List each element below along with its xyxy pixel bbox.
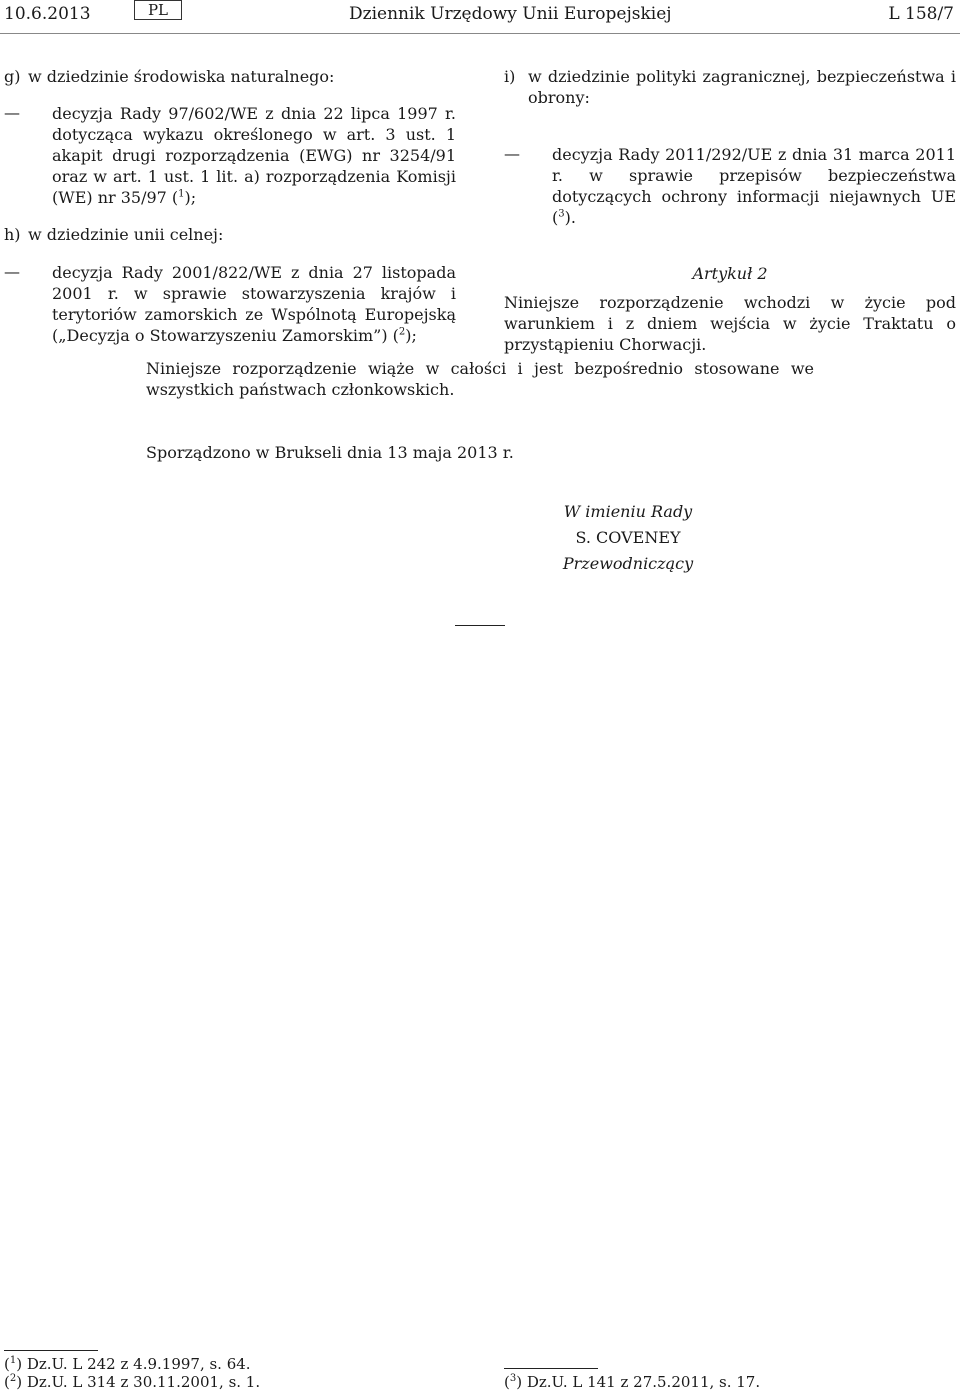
point-g bbox=[4, 66, 456, 87]
language-badge: PL bbox=[134, 0, 182, 20]
left-column bbox=[4, 66, 456, 346]
journal-title: Dziennik Urzędowy Unii Europejskiej bbox=[349, 4, 672, 24]
point-i-text: w dziedzinie polityki zagranicznej, bezpieczeństwa i obrony: bbox=[528, 67, 956, 107]
dash-marker: — bbox=[4, 262, 20, 281]
article-2-text: Niniejsze rozporządzenie wchodzi w życie pod warunkiem i z dniem wejścia w życie Traktatu o przystąpieniu Chorwacji. bbox=[504, 293, 956, 354]
point-i bbox=[504, 66, 956, 108]
header-date: 10.6.2013 bbox=[4, 4, 91, 24]
point-h-label: h) bbox=[4, 225, 21, 244]
signatory-role: Przewodniczący bbox=[562, 554, 694, 573]
footnote-ref-3[interactable]: 3 bbox=[558, 208, 565, 220]
footnote-2-text: Dz.U. L 314 z 30.11.2001, s. 1. bbox=[26, 1373, 261, 1391]
on-behalf-of: W imieniu Rady bbox=[563, 502, 693, 521]
signatory-name: S. COVENEY bbox=[575, 528, 681, 547]
footnote-ref-1[interactable]: 1 bbox=[178, 188, 185, 200]
point-h-dash-text: decyzja Rady 2001/822/WE z dnia 27 listopada 2001 r. w sprawie stowarzyszenia krajów i terytoriów zamorskich ze Wspólnotą Europejską („Decyzja o Stowarzyszeniu Zamorskim”) bbox=[52, 263, 456, 345]
point-h bbox=[4, 224, 456, 245]
footnote-1-text: Dz.U. L 242 z 4.9.1997, s. 64. bbox=[26, 1355, 251, 1373]
dash-marker: — bbox=[504, 144, 520, 163]
footnote-2: ($^2$) Dz.U. L 314 z 30.11.2001, s. 1. bbox=[4, 1373, 261, 1391]
signature-block bbox=[528, 499, 728, 577]
point-h-text: w dziedzinie unii celnej: bbox=[28, 225, 224, 244]
point-g-text: w dziedzinie środowiska naturalnego: bbox=[28, 67, 335, 86]
header-divider bbox=[0, 33, 960, 34]
dash-marker: — bbox=[4, 103, 20, 122]
article-2-heading: Artykuł 2 bbox=[692, 264, 768, 283]
point-i-dash-text: decyzja Rady 2011/292/UE z dnia 31 marca 2011 r. w sprawie przepisów bezpieczeństwa dotyczących ochrony informacji niejawnych UE bbox=[552, 145, 956, 206]
footnote-ref-2[interactable]: 2 bbox=[398, 326, 406, 338]
point-h-dash-item: — decyzja Rady 2001/822/WE z dnia 27 listopada 2001 r. w sprawie stowarzyszenia krajów i terytoriów zamorskich ze Wspólnotą Europejską („Decyzja o Stowarzyszeniu Zamorskim”) ($^2$); bbox=[4, 262, 456, 345]
point-g-dash-text: decyzja Rady 97/602/WE z dnia 22 lipca 1997 r. dotycząca wykazu określonego w art. 3 ust. 1 akapit drugi rozporządzenia (EWG) nr 3254/91 oraz w art. 1 ust. 1 lit. a) rozporządzenia Komisji (WE) nr 35/97 bbox=[52, 104, 456, 207]
right-column bbox=[504, 66, 956, 355]
point-i-dash-item: — decyzja Rady 2011/292/UE z dnia 31 marca 2011 r. w sprawie przepisów bezpieczeństwa dotyczących ochrony informacji niejawnych UE ($^3$). bbox=[504, 144, 956, 227]
page-reference: L 158/7 bbox=[888, 4, 954, 24]
footnote-divider-left bbox=[4, 1350, 98, 1351]
done-at-clause: Sporządzono w Brukseli dnia 13 maja 2013 r. bbox=[146, 443, 514, 462]
footnote-1: ($^1$) Dz.U. L 242 z 4.9.1997, s. 64. bbox=[4, 1355, 251, 1373]
footnote-3-text: Dz.U. L 141 z 27.5.2011, s. 17. bbox=[526, 1373, 761, 1391]
point-g-label: g) bbox=[4, 67, 21, 86]
footnote-divider-right bbox=[504, 1368, 598, 1369]
footnote-3: ($^3$) Dz.U. L 141 z 27.5.2011, s. 17. bbox=[504, 1373, 761, 1391]
binding-clause: Niniejsze rozporządzenie wiąże w całości i jest bezpośrednio stosowane we wszystkich państwach członkowskich. bbox=[146, 359, 814, 399]
end-rule bbox=[455, 625, 505, 626]
point-i-label: i) bbox=[504, 67, 516, 86]
point-g-dash-item: — decyzja Rady 97/602/WE z dnia 22 lipca 1997 r. dotycząca wykazu określonego w art. 3 ust. 1 akapit drugi rozporządzenia (EWG) nr 3254/91 oraz w art. 1 ust. 1 lit. a) rozporządzenia Komisji (WE) nr 35/97 ($^1$); bbox=[4, 103, 456, 207]
